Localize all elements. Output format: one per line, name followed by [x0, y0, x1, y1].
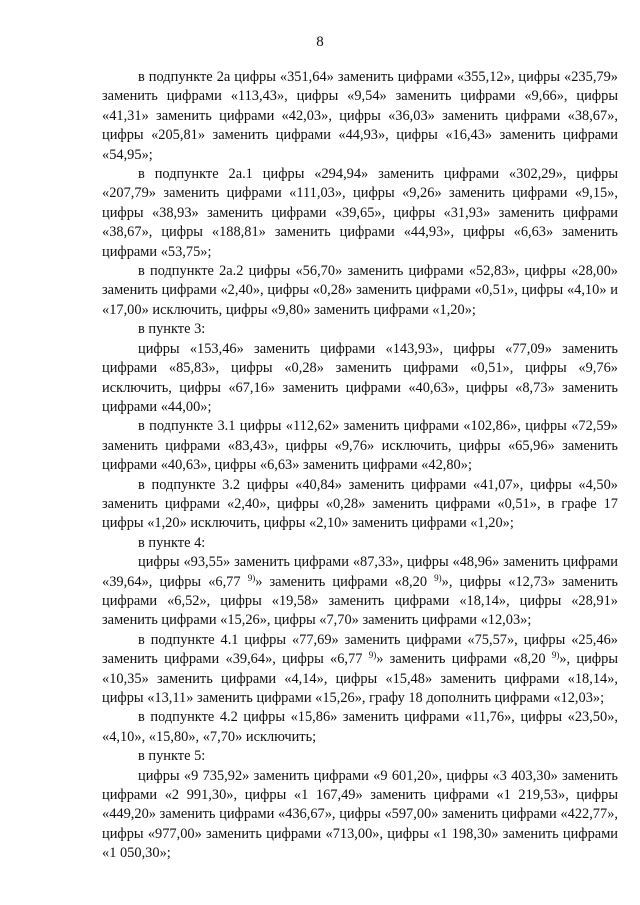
amendment-paragraph: [102, 767, 618, 864]
amendment-paragraph: [102, 553, 618, 631]
paragraph-text: в подпункте 4.2 цифры «15,86» заменить цифрами «11,76», цифры «23,50», «4,10», «15,80», «7,70» исключить;: [102, 709, 618, 745]
section-heading: [102, 534, 618, 553]
paragraph-text: цифры «9 735,92» заменить цифрами «9 601,20», цифры «3 403,30» заменить цифрами «2 991,30», цифры «1 167,49» заменить цифрами «1 219,53», цифры «449,20» заменить цифрами «436,67», цифры «597,00» заменить цифрами «422,77», цифры «977,00» заменить цифрами «713,00», цифры «1 198,30» заменить цифрами «1 050,30»;: [102, 767, 618, 862]
paragraph-text: », цифры «12,73» заменить цифрами «6,52», цифры «19,58» заменить цифрами «18,14», цифры «28,91» заменить цифрами «15,26», цифры «7,70» заменить цифрами «12,03»;: [102, 573, 618, 629]
paragraph-text: в пункте 5:: [138, 748, 206, 765]
amendment-paragraph: [102, 631, 618, 709]
paragraph-text: в пункте 3:: [138, 321, 206, 338]
amendment-paragraph: [102, 476, 618, 534]
footnote-marker: 9): [551, 650, 560, 661]
amendment-paragraph: [102, 68, 618, 165]
footnote-marker: 9): [247, 572, 256, 583]
paragraph-text: в подпункте 2а.1 цифры «294,94» заменить цифрами «302,29», цифры «207,79» заменить цифрами «111,03», цифры «9,26» заменить цифрами «9,15», цифры «38,93» заменить цифрами «39,65», цифры «31,93» заменить цифрами «38,67», цифры «188,81» заменить цифрами «44,93», цифры «6,63» заменить цифрами «53,75»;: [102, 166, 618, 260]
amendment-paragraph: [102, 417, 618, 475]
paragraph-text: в подпункте 4.1 цифры «77,69» заменить цифрами «75,57», цифры «25,46» заменить цифрами «39,64», цифры «6,77: [102, 631, 618, 668]
amendment-paragraph: [102, 708, 618, 747]
paragraph-text: в подпункте 3.1 цифры «112,62» заменить цифрами «102,86», цифры «72,59» заменить цифрами «83,43», цифры «9,76» исключить, цифры «65,96» заменить цифрами «40,63», цифры «6,63» заменить цифрами «42,80»;: [102, 418, 618, 474]
paragraph-text: в пункте 4:: [138, 534, 206, 551]
paragraph-text: в подпункте 3.2 цифры «40,84» заменить цифрами «41,07», цифры «4,50» заменить цифрами «2,40», цифры «0,28» заменить цифрами «0,51», в графе 17 цифры «1,20» исключить, цифры «2,10» заменить цифрами «1,20»;: [102, 476, 618, 532]
section-heading: [102, 747, 618, 766]
section-heading: [102, 320, 618, 339]
paragraph-text: цифры «93,55» заменить цифрами «87,33», цифры «48,96» заменить цифрами «39,64», цифры «6,77: [102, 554, 618, 590]
footnote-marker: 9): [368, 650, 377, 661]
document-body: [102, 68, 618, 864]
paragraph-text: в подпункте 2а цифры «351,64» заменить цифрами «355,12», цифры «235,79» заменить цифрами «113,43», цифры «9,54» заменить цифрами «9,66», цифры «41,31» заменить цифрами «42,03», цифры «36,03» заменить цифрами «38,67», цифры «205,81» заменить цифрами «44,93», цифры «16,43» заменить цифрами «54,95»;: [102, 69, 618, 163]
paragraph-text: », цифры «10,35» заменить цифрами «4,14», цифры «15,48» заменить цифрами «18,14», цифры «13,11» заменить цифрами «15,26», графу 18 дополнить цифрами «12,03»;: [102, 651, 618, 706]
paragraph-text: » заменить цифрами «8,20: [376, 651, 552, 668]
page-number: 8: [316, 34, 324, 50]
amendment-paragraph: [102, 165, 618, 262]
footnote-marker: 9): [434, 572, 442, 583]
amendment-paragraph: [102, 340, 618, 418]
paragraph-text: в подпункте 2а.2 цифры «56,70» заменить цифрами «52,83», цифры «28,00» заменить цифрами «2,40», цифры «0,28» заменить цифрами «0,51», цифры «4,10» и «17,00» исключить, цифры «9,80» заменить цифрами «1,20»;: [102, 263, 618, 318]
amendment-paragraph: [102, 262, 618, 320]
paragraph-text: цифры «153,46» заменить цифрами «143,93», цифры «77,09» заменить цифрами «85,83», цифры «0,28» заменить цифрами «0,51», цифры «9,76» исключить, цифры «67,16» заменить цифрами «40,63», цифры «8,73» заменить цифрами «44,00»;: [102, 340, 618, 415]
paragraph-text: » заменить цифрами «8,20: [255, 573, 435, 590]
